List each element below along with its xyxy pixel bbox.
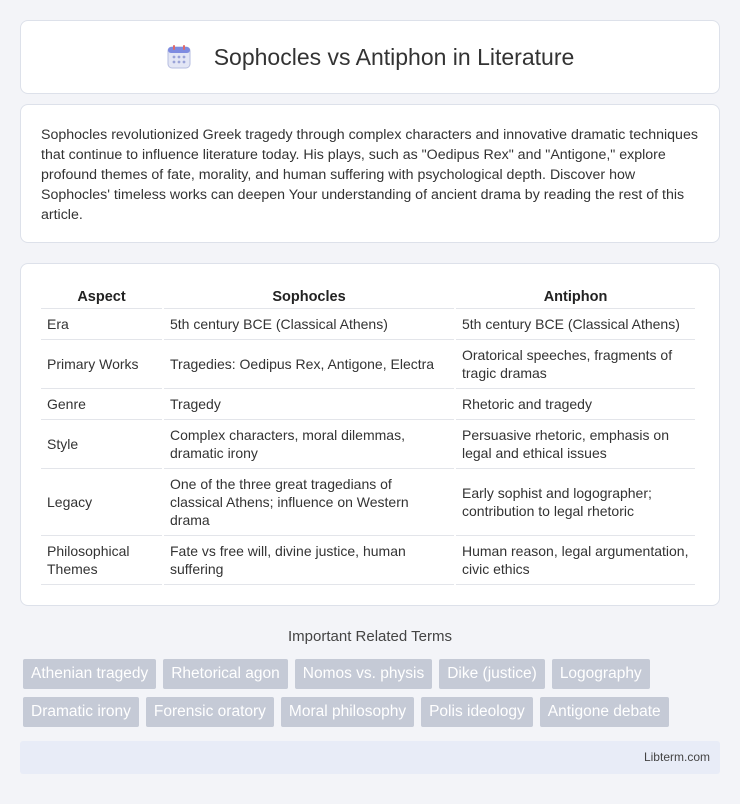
cell-antiphon: Early sophist and logographer; contribution to legal rhetoric	[456, 469, 695, 536]
cell-antiphon: Oratorical speeches, fragments of tragic dramas	[456, 340, 695, 389]
term-tag[interactable]: Forensic oratory	[146, 697, 274, 727]
term-tag[interactable]: Logography	[552, 659, 650, 689]
table-row	[41, 536, 695, 585]
cell-sophocles: 5th century BCE (Classical Athens)	[164, 309, 454, 340]
cell-antiphon: Human reason, legal argumentation, civic ethics	[456, 536, 695, 585]
cell-aspect: Legacy	[41, 469, 162, 536]
header-aspect: Aspect	[41, 284, 162, 309]
table-row	[41, 420, 695, 469]
table-row	[41, 389, 695, 420]
cell-aspect: Genre	[41, 389, 162, 420]
table-header-row	[41, 284, 695, 309]
comparison-table	[39, 284, 697, 585]
related-terms-title: Important Related Terms	[288, 628, 452, 645]
intro-card	[20, 104, 720, 243]
term-tag[interactable]: Polis ideology	[421, 697, 533, 727]
cell-aspect: Philosophical Themes	[41, 536, 162, 585]
term-tag[interactable]: Antigone debate	[540, 697, 669, 727]
term-tag[interactable]: Nomos vs. physis	[295, 659, 432, 689]
related-terms-list	[23, 659, 723, 727]
table-row	[41, 469, 695, 536]
comparison-card	[20, 263, 720, 606]
header-sophocles: Sophocles	[164, 284, 454, 309]
header-antiphon: Antiphon	[456, 284, 695, 309]
page-header	[20, 20, 720, 94]
page-title: Sophocles vs Antiphon in Literature	[213, 43, 575, 70]
cell-sophocles: Fate vs free will, divine justice, human suffering	[164, 536, 454, 585]
footer-site-link[interactable]: Libterm.com	[643, 750, 710, 764]
cell-aspect: Era	[41, 309, 162, 340]
term-tag[interactable]: Dike (justice)	[439, 659, 545, 689]
calendar-icon	[166, 44, 192, 70]
cell-antiphon: Persuasive rhetoric, emphasis on legal and ethical issues	[456, 420, 695, 469]
footer	[20, 741, 720, 774]
table-row	[41, 340, 695, 389]
cell-aspect: Primary Works	[41, 340, 162, 389]
intro-text: Sophocles revolutionized Greek tragedy through complex characters and innovative dramatic techniques that continue to influence literature today. His plays, such as "Oedipus Rex" and "Antigone," explore profound themes of fate, morality, and human suffering with psychological depth. Discover how Sophocles' timeless works can deepen Your understanding of ancient drama by reading the rest of this article.	[41, 127, 698, 223]
term-tag[interactable]: Athenian tragedy	[23, 659, 156, 689]
table-row	[41, 309, 695, 340]
cell-antiphon: 5th century BCE (Classical Athens)	[456, 309, 695, 340]
term-tag[interactable]: Moral philosophy	[281, 697, 414, 727]
cell-sophocles: Tragedy	[164, 389, 454, 420]
term-tag[interactable]: Rhetorical agon	[163, 659, 288, 689]
cell-aspect: Style	[41, 420, 162, 469]
cell-sophocles: One of the three great tragedians of classical Athens; influence on Western drama	[164, 469, 454, 536]
cell-sophocles: Tragedies: Oedipus Rex, Antigone, Electra	[164, 340, 454, 389]
term-tag[interactable]: Dramatic irony	[23, 697, 139, 727]
cell-antiphon: Rhetoric and tragedy	[456, 389, 695, 420]
cell-sophocles: Complex characters, moral dilemmas, dramatic irony	[164, 420, 454, 469]
